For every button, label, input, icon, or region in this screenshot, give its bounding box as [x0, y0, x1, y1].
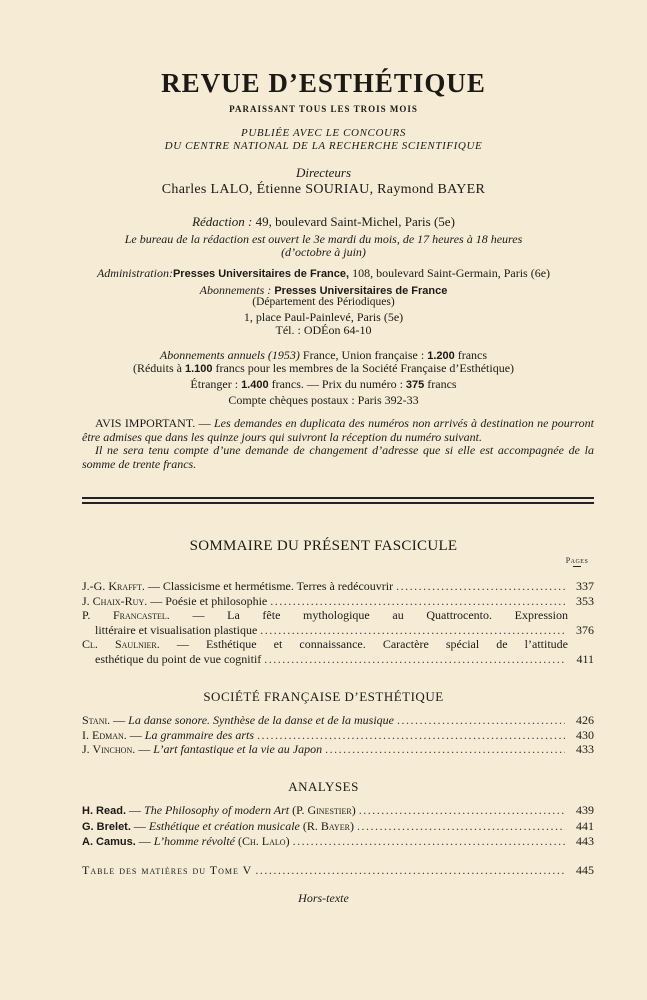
toc-entry[interactable]	[82, 579, 594, 594]
reduced-open: (Réduits à	[132, 361, 185, 375]
toc-author: Stani.	[82, 713, 111, 727]
table-label: Table des matières du Tome V	[82, 863, 253, 877]
table-page: 445	[576, 863, 594, 877]
toc-page: 376	[576, 622, 594, 637]
toc-title: — Esthétique et connaissance. Caractère spécial de l’attitude	[159, 637, 569, 651]
redaction-hours-2: (d’octobre à juin)	[281, 245, 366, 259]
toc-title-cont: esthétique du point de vue cognitif	[95, 651, 262, 666]
concours-line-1: PUBLIÉE AVEC LE CONCOURS	[241, 127, 406, 139]
toc-author: J. Vinchon.	[82, 742, 136, 756]
toc-entry[interactable]: G. Brelet. — Esthétique et création musicale (R. Bayer) ..... 441	[82, 819, 594, 835]
avis-text-2: Il ne sera tenu compte d’une demande de changement d’adresse que si elle est accompagnée de la somme de trente francs.	[82, 443, 594, 471]
telephone-line: Tél. : ODÉon 64-10	[275, 323, 372, 337]
analyses-title: ANALYSES	[288, 779, 359, 794]
redaction-hours-1: Le bureau de la rédaction est ouvert le 3e mardi du mois, de 17 heures à 18 heures	[124, 232, 523, 246]
etranger-mid: francs. — Prix du numéro :	[268, 377, 406, 391]
avis-text-1: Les demandes en duplicata des numéros non arrivés à destination ne pourront être admises que dans les quinze jours qui suivront la réception du numéro suivant.	[82, 416, 594, 444]
numero-price: 375	[405, 379, 425, 391]
abonnements-label: Abonnements :	[199, 283, 272, 297]
annual-label: Abonnements annuels (1953)	[159, 348, 300, 362]
reduced-text: francs pour les membres de la Société Française d’Esthétique)	[212, 361, 515, 375]
administration-address: 108, boulevard Saint-Germain, Paris (6e)	[349, 266, 551, 280]
toc-entry[interactable]	[82, 608, 594, 637]
etranger-text: Étranger :	[190, 377, 242, 391]
redaction-address: 49, boulevard Saint-Michel, Paris (5e)	[252, 214, 455, 229]
toc-page: 439	[576, 803, 594, 817]
concours-line-2: DU CENTRE NATIONAL DE LA RECHERCHE SCIENTIFIQUE	[164, 140, 483, 152]
annual-price: 1.200	[427, 350, 455, 362]
pages-header	[560, 556, 594, 567]
toc-page: 426	[576, 713, 594, 727]
avis-label: AVIS IMPORTANT. —	[95, 416, 214, 430]
etranger-line	[0, 377, 647, 392]
analyses-list	[82, 803, 594, 850]
toc-title-cont: littéraire et visualisation plastique	[95, 622, 258, 637]
toc-entry[interactable]: A. Camus. — L’homme révolté (Ch. Lalo) ..... 443	[82, 834, 594, 850]
reduced-price-line	[0, 361, 647, 376]
toc-title: Esthétique et création musicale	[148, 818, 300, 833]
toc-reviewer: R. Bayer	[306, 818, 350, 833]
table-list	[82, 863, 594, 878]
place-line: 1, place Paul-Painlevé, Paris (5e)	[243, 310, 404, 324]
toc-title: — La fête mythologique au Quattrocento. Expression	[169, 608, 568, 622]
cheques-line: Compte chèques postaux : Paris 392-33	[228, 393, 419, 407]
annual-unit: francs	[454, 348, 488, 362]
toc-author: G. Brelet.	[82, 820, 131, 833]
annual-text: France, Union française :	[299, 348, 428, 362]
toc-reviewer: P. Ginestier	[296, 803, 352, 817]
toc-author: Cl. Saulnier.	[82, 637, 160, 651]
toc-title: The Philosophy of modern Art	[144, 803, 290, 817]
toc-entry[interactable]: J. Vinchon. — L’art fantastique et la vie au Japon ..... 433	[82, 742, 594, 757]
toc-page: 443	[576, 834, 594, 848]
reduced-price: 1.100	[184, 363, 213, 375]
toc-entry[interactable]: H. Read. — The Philosophy of modern Art (P. Ginestier) ..... 439	[82, 803, 594, 819]
toc-author: J. Chaix-Ruy.	[82, 593, 148, 608]
toc-page: 353	[576, 593, 594, 608]
toc-title: La grammaire des arts	[144, 727, 255, 742]
toc-title: L’homme révolté	[153, 834, 235, 848]
numero-unit: francs	[424, 377, 457, 391]
toc-title: — Classicisme et hermétisme. Terres à redécouvrir	[144, 579, 394, 593]
toc-entry[interactable]: Stani. — La danse sonore. Synthèse de la danse et de la musique ..... 426	[82, 713, 594, 728]
toc-author: P. Francastel.	[82, 608, 170, 622]
separator-rule-bottom	[82, 502, 594, 504]
toc-entry[interactable]	[82, 594, 594, 609]
administration-publisher: Presses Universitaires de France,	[172, 268, 350, 280]
pages-label: Pages	[565, 556, 589, 565]
toc-title: — Poésie et philosophie	[147, 593, 268, 608]
toc-title: La danse sonore. Synthèse de la danse et de la musique	[128, 713, 394, 727]
journal-title: REVUE D’ESTHÉTIQUE	[161, 68, 486, 98]
department-line: (Département des Périodiques)	[252, 296, 395, 308]
toc-author: J.-G. Krafft.	[82, 579, 145, 593]
separator-rule-top	[82, 497, 594, 499]
sommaire-title: SOMMAIRE DU PRÉSENT FASCICULE	[189, 538, 458, 554]
toc-page: 430	[576, 727, 594, 742]
toc-reviewer: Ch. Lalo	[242, 834, 286, 848]
toc-entry[interactable]: I. Edman. — La grammaire des arts ..... 430	[82, 728, 594, 743]
toc-author: A. Camus.	[82, 836, 136, 848]
directors-label: Directeurs	[295, 165, 352, 180]
redaction-label: Rédaction :	[192, 214, 253, 229]
toc-author: H. Read.	[82, 805, 127, 817]
toc-entry[interactable]	[82, 863, 594, 878]
administration-line	[0, 266, 647, 281]
administration-label: Administration:	[96, 266, 173, 280]
toc-page: 441	[576, 818, 594, 833]
toc-title: L’art fantastique et la vie au Japon	[153, 742, 323, 756]
toc-page: 411	[576, 651, 594, 666]
redaction-line	[0, 214, 647, 230]
toc-author: I. Edman.	[82, 727, 127, 742]
societe-list	[82, 713, 594, 757]
hors-texte: Hors-texte	[298, 891, 349, 905]
directors-names: Charles LALO, Étienne SOURIAU, Raymond BAYER	[161, 182, 486, 197]
sommaire-list	[82, 579, 594, 666]
toc-page: 433	[576, 742, 594, 756]
abonnements-publisher: Presses Universitaires de France	[271, 285, 448, 297]
avis-block	[82, 417, 594, 471]
frequency-line: PARAISSANT TOUS LES TROIS MOIS	[229, 104, 418, 114]
toc-entry[interactable]	[82, 637, 594, 666]
societe-title: SOCIÉTÉ FRANÇAISE D’ESTHÉTIQUE	[203, 689, 444, 704]
etranger-price: 1.400	[241, 379, 269, 391]
toc-page: 337	[576, 579, 594, 593]
